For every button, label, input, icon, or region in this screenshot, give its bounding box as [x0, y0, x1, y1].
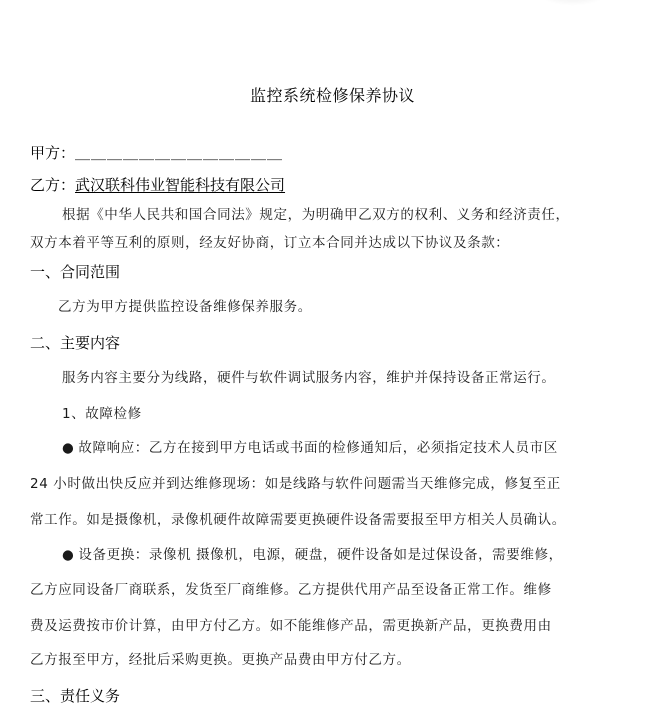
- party-b-name: 武汉联科伟业智能科技有限公司: [75, 176, 286, 194]
- section-3-heading: 三、责任义务: [30, 687, 121, 705]
- section-2-heading: 二、主要内容: [30, 334, 121, 352]
- party-a-label: 甲方：: [30, 144, 76, 162]
- bullet-2-label: 设备更换：: [78, 547, 149, 563]
- bullet-2-line-1: [62, 545, 563, 565]
- intro-paragraph-line-1: 根据《中华人民共和国合同法》规定，为明确甲乙双方的权利、义务和经济责任，: [62, 207, 570, 223]
- bullet-1-label: 故障响应：: [78, 440, 149, 456]
- bullet-2-line-3: 费及运费按市价计算，由甲方付乙方。如不能维修产品，需更换新产品，更换费用由: [30, 618, 552, 634]
- subsection-1-heading: 1、故障检修: [62, 406, 142, 422]
- bullet-icon: ●: [62, 440, 75, 456]
- bullet-1-line-3: 常工作。如是摄像机，录像机硬件故障需要更换硬件设备需要报至甲方相关人员确认。: [30, 512, 566, 528]
- party-a-line: [30, 143, 283, 163]
- bullet-icon: ●: [62, 547, 75, 563]
- document-title: 监控系统检修保养协议: [250, 86, 416, 105]
- party-b-label: 乙方：: [30, 176, 76, 194]
- section-1-text: 乙方为甲方提供监控设备维修保养服务。: [58, 299, 312, 315]
- bullet-2-line-4: 乙方报至甲方，经批后采购更换。更换产品费由甲方付乙方。: [30, 652, 411, 668]
- bullet-2-text: 录像机 摄像机，电源，硬盘，硬件设备如是过保设备，需要维修，: [148, 547, 563, 563]
- bullet-2-line-2: 乙方应同设备厂商联系，发货至厂商维修。乙方提供代用产品至设备正常工作。维修: [30, 582, 552, 598]
- page-corner-shadow: [533, 0, 613, 6]
- intro-paragraph-line-2: 双方本着平等互利的原则，经友好协商，订立本合同并达成以下协议及条款：: [30, 235, 510, 251]
- bullet-1-line-2-text: 小时做出快反应并到达维修现场：如是线路与软件问题需当天维修完成，修复至正: [48, 476, 561, 492]
- bullet-1-hours: 24: [30, 476, 49, 492]
- section-2-text: 服务内容主要分为线路，硬件与软件调试服务内容，维护并保持设备正常运行。: [62, 370, 556, 386]
- bullet-1-line-1: [62, 438, 558, 458]
- bullet-1-line-2: [30, 474, 561, 494]
- party-b-line: [30, 175, 311, 195]
- section-1-heading: 一、合同范围: [30, 263, 121, 281]
- bullet-1-text: 乙方在接到甲方电话或书面的检修通知后，必须指定技术人员市区: [148, 440, 558, 456]
- party-a-blank: ＿＿＿＿＿＿＿＿＿＿＿＿＿: [75, 144, 284, 162]
